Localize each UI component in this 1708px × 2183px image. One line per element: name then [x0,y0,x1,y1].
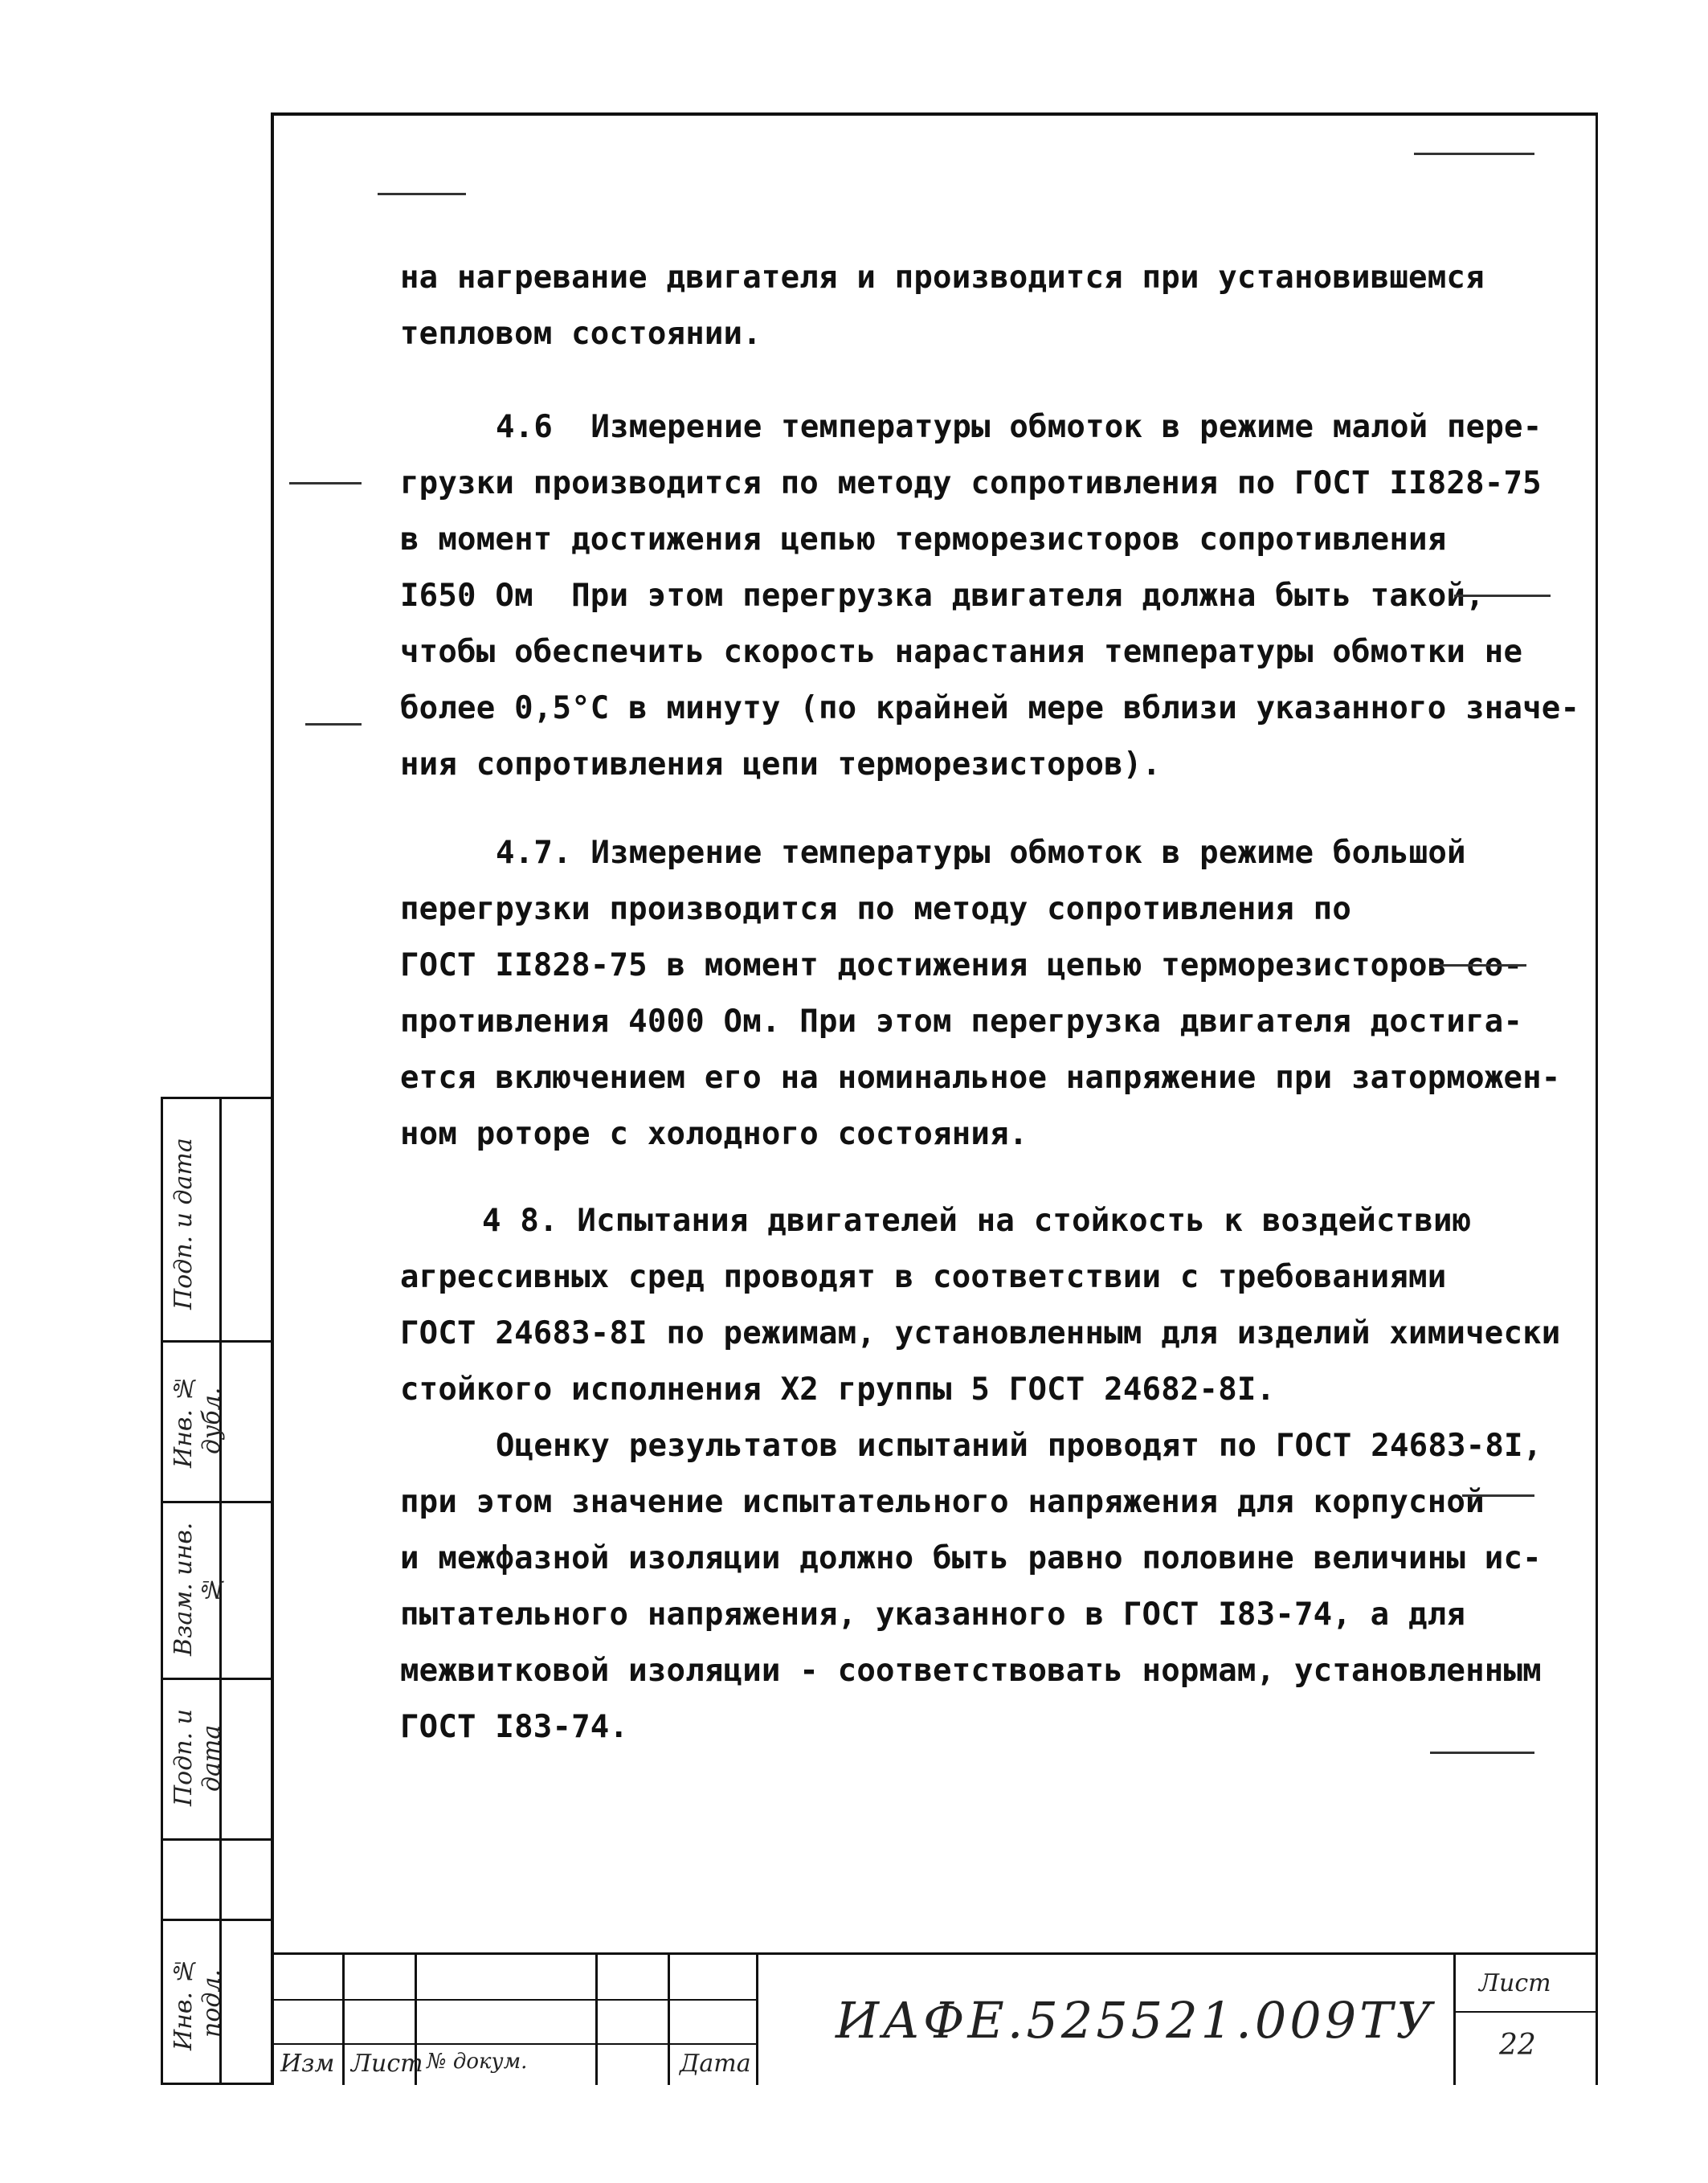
scan-mark [378,193,466,195]
text-line: пытательного напряжения, указанного в ГОСТ I83-74, а для [400,1596,1466,1633]
stamp-divider [595,1955,598,2085]
scan-mark [305,723,362,726]
margin-row-border [163,1838,271,1841]
stamp-col-list: Лист [351,2050,423,2078]
stamp-col-izm: Изм [280,2050,335,2078]
stamp-row-border [274,1999,756,2001]
text-line: стойкого исполнения Х2 группы 5 ГОСТ 24682-8I. [400,1372,1276,1408]
scan-mark [289,482,362,484]
stamp-divider [342,1955,345,2085]
text-line: Оценку результатов испытаний проводят по ГОСТ 24683-8I, [496,1428,1543,1464]
text-line: 4 8. Испытания двигателей на стойкость к воздействию [482,1203,1472,1239]
scan-mark [1430,1752,1534,1754]
text-line: тепловом состоянии. [400,316,762,352]
text-line: более 0,5°С в минуту (по крайней мере вблизи указанного значе- [400,690,1580,726]
text-line: в момент достижения цепью терморезисторов сопротивления [400,521,1447,558]
stamp-col-doc: № докум. [427,2050,528,2074]
text-line: I650 Ом При этом перегрузка двигателя должна быть такой, [400,578,1485,614]
stamp-sheet-number: 22 [1499,2029,1536,2062]
text-line: на нагревание двигателя и производится при установившемся [400,260,1485,296]
stamp-row-border [1453,2011,1598,2013]
text-line: ГОСТ II828-75 в момент достижения цепью терморезисторов со- [400,947,1523,983]
text-line: ния сопротивления цепи терморезисторов). [400,746,1162,783]
binding-margin [161,1097,271,2085]
margin-row-border [163,1501,271,1503]
text-line: 4.6 Измерение температуры обмоток в режиме малой пере- [496,409,1543,445]
margin-signature: Инв. № подл. [170,1956,226,2050]
stamp-row-border [274,2043,756,2045]
text-line: 4.7. Измерение температуры обмоток в режиме большой [496,835,1466,871]
margin-row-border [163,1678,271,1680]
text-line: межвитковой изоляции - соответствовать нормам, установленным [400,1653,1542,1689]
margin-row-border [163,1340,271,1343]
margin-signature: Инв. № дубл. [170,1373,226,1468]
stamp-divider [756,1955,758,2085]
text-line: перегрузки производится по методу сопротивления по [400,891,1351,927]
document-code: ИАФЕ.525521.009ТУ [836,1991,1436,2050]
scan-mark [1454,595,1551,597]
scan-mark [1438,964,1526,967]
stamp-divider [668,1955,670,2085]
scan-mark [1462,1494,1534,1497]
stamp-col-date: Дата [680,2050,751,2078]
text-line: ГОСТ I83-74. [400,1709,629,1745]
text-line: ется включением его на номинальное напряжение при заторможен- [400,1060,1561,1096]
margin-row-border [163,1919,271,1921]
margin-signature: Подп. и дата [170,1138,198,1310]
scan-mark [1414,153,1534,155]
text-line: чтобы обеспечить скорость нарастания температуры обмотки не [400,634,1523,670]
text-line: ГОСТ 24683-8I по режимам, установленным для изделий химически [400,1315,1561,1351]
text-line: при этом значение испытательного напряжения для корпусной [400,1484,1485,1520]
stamp-divider [1453,1955,1456,2085]
margin-signature: Взам. инв. № [170,1522,226,1657]
text-line: агрессивных сред проводят в соответствии с требованиями [400,1259,1447,1295]
text-line: ном роторе с холодного состояния. [400,1116,1028,1152]
text-line: грузки производится по методу сопротивления по ГОСТ II828-75 [400,465,1542,501]
margin-signature: Подп. и дата [170,1709,226,1807]
text-line: и межфазной изоляции должно быть равно половине величины ис- [400,1540,1542,1576]
stamp-sheet-label: Лист [1479,1969,1551,1997]
text-line: противления 4000 Ом. При этом перегрузка двигателя достига- [400,1004,1523,1040]
